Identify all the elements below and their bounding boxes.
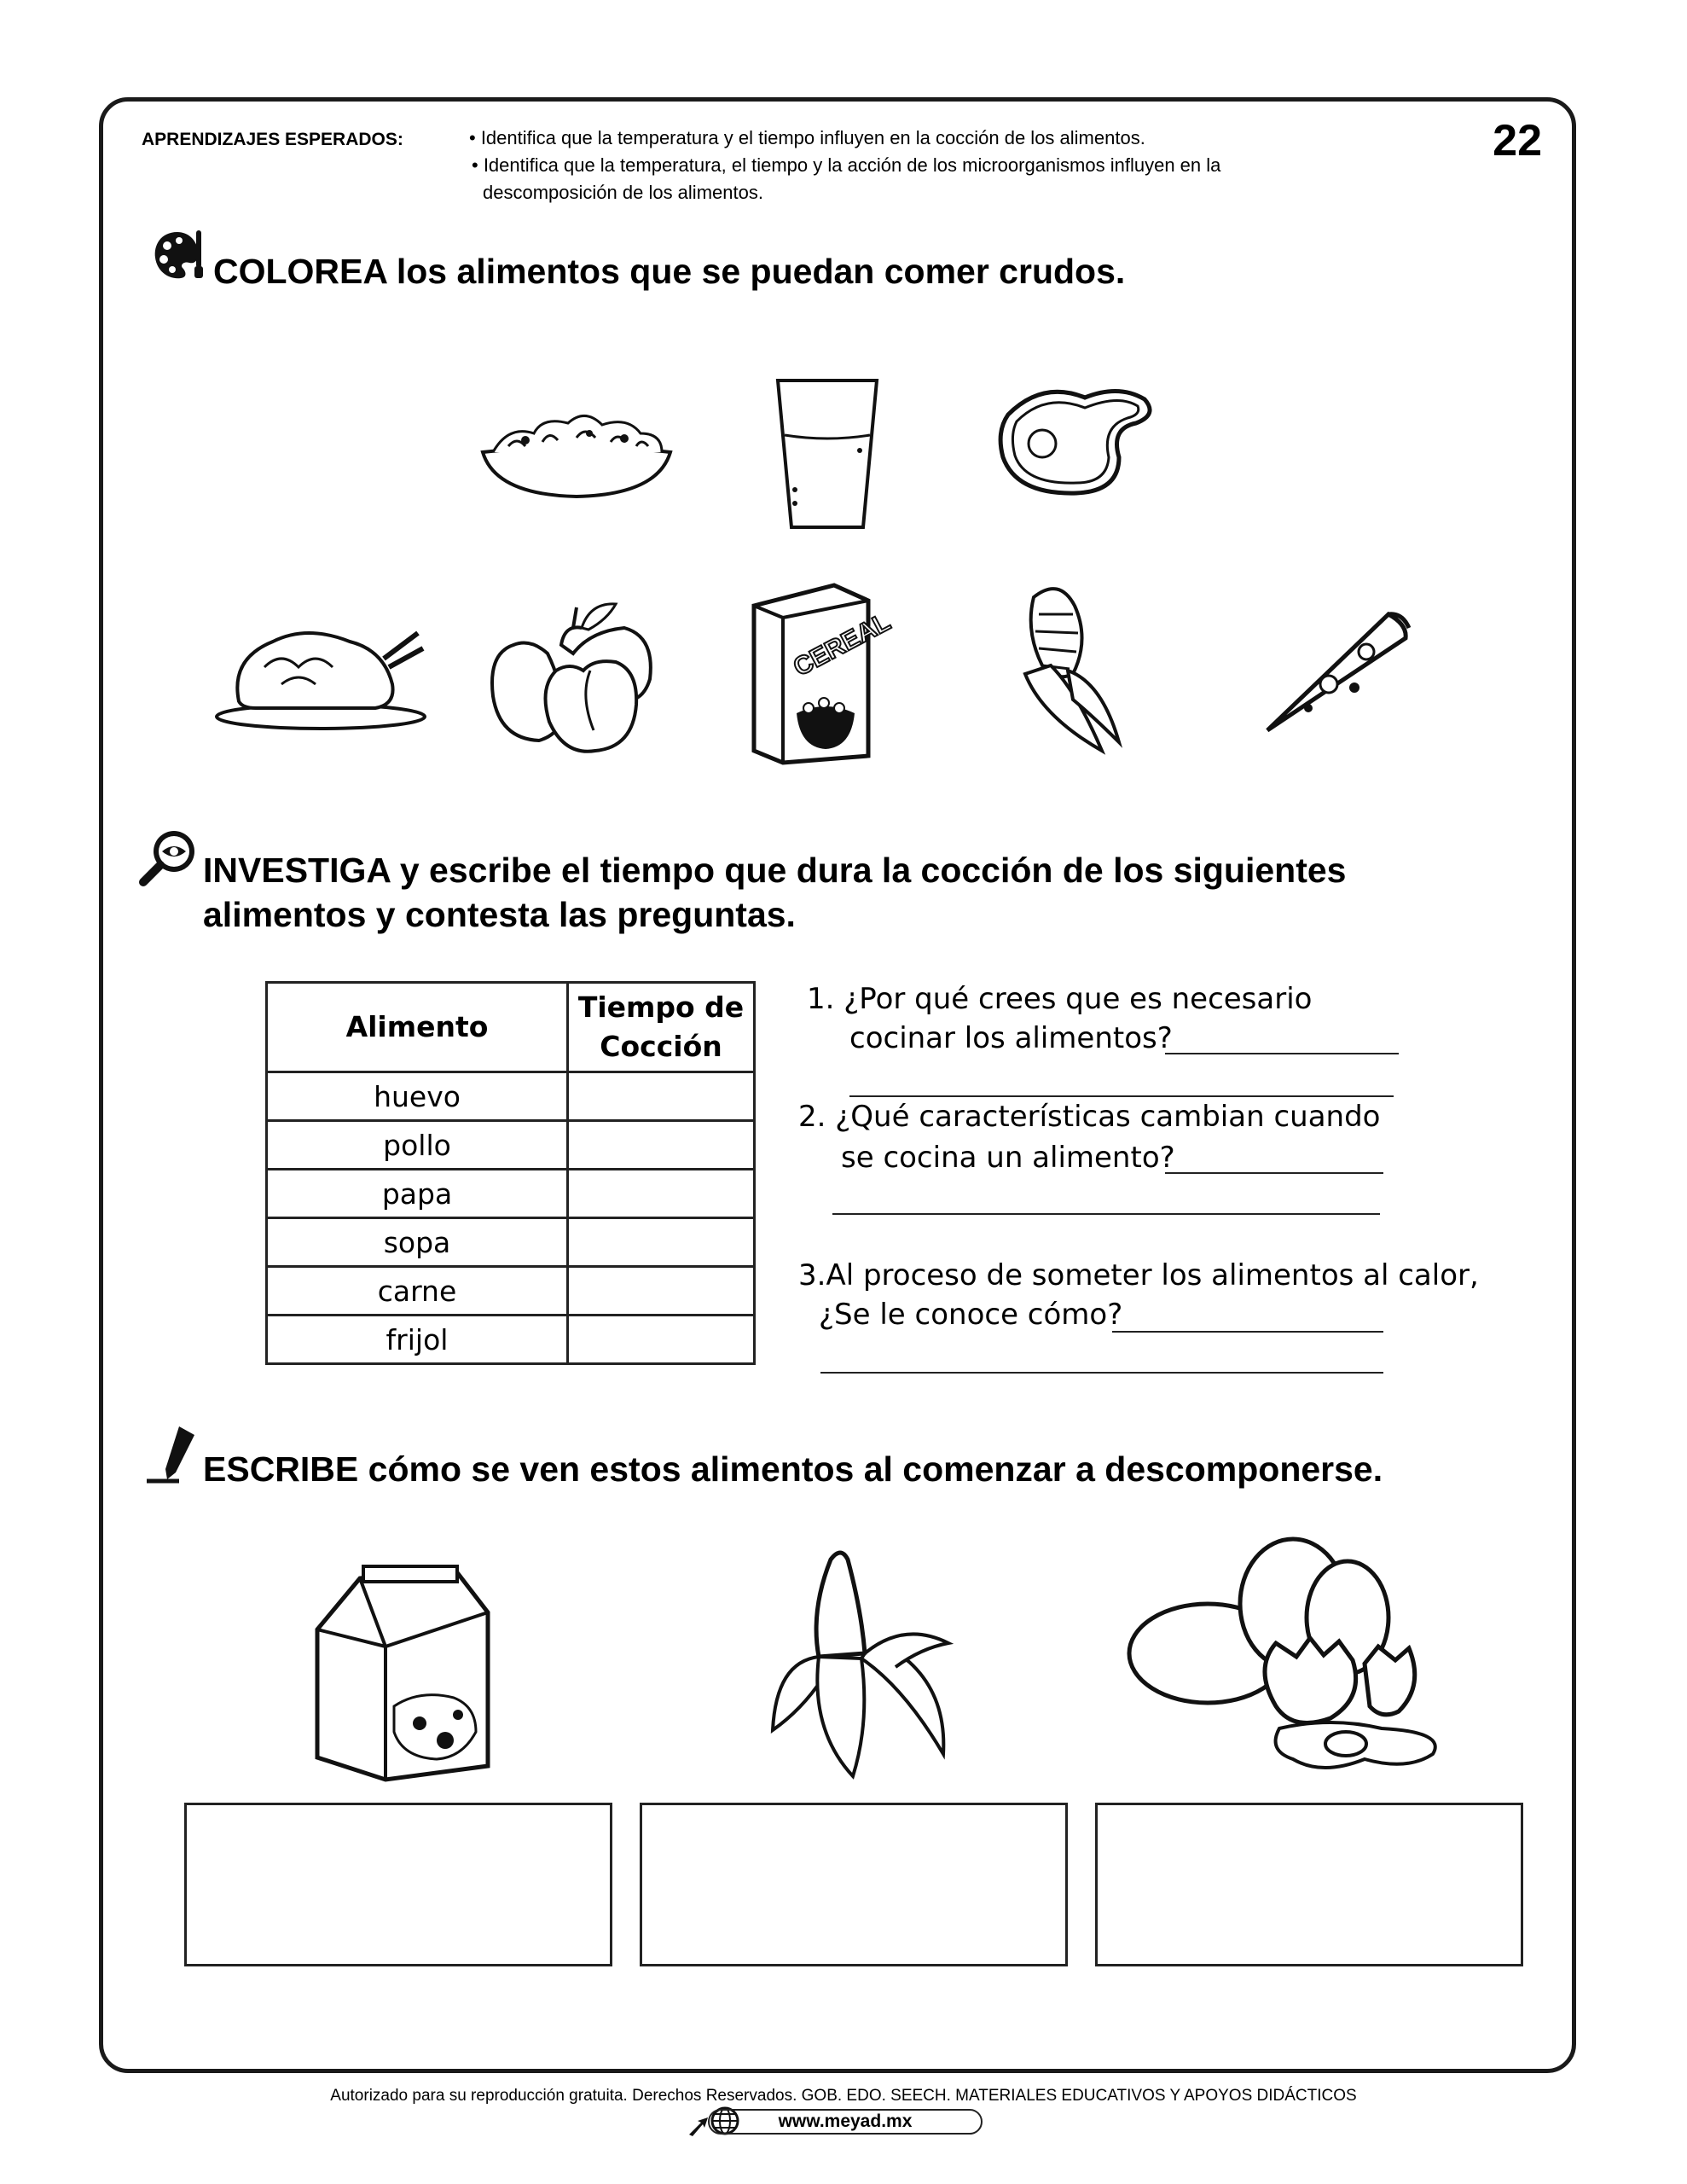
- table-row: [267, 1218, 755, 1267]
- salad-bowl-icon: [474, 408, 679, 502]
- table-header-food: Alimento: [267, 983, 568, 1072]
- time-cell[interactable]: [568, 1072, 755, 1121]
- milk-carton-icon: [309, 1561, 496, 1785]
- time-cell[interactable]: [568, 1170, 755, 1218]
- time-cell[interactable]: [568, 1267, 755, 1316]
- banana-icon: [759, 1542, 957, 1780]
- table-row: [267, 1267, 755, 1316]
- section-color-text: los alimentos que se puedan comer crudos.: [386, 252, 1126, 291]
- question-3-line-1: 3.Al proceso de someter los alimentos al calor,: [798, 1258, 1479, 1292]
- food-cell: pollo: [267, 1121, 568, 1170]
- pencil-icon: [145, 1423, 203, 1484]
- food-cell: sopa: [267, 1218, 568, 1267]
- question-1-line-1: 1. ¿Por qué crees que es necesario: [807, 982, 1313, 1016]
- learning-item-1: • Identifica que la temperatura y el tiempo influyen en la cocción de los alimentos.: [469, 127, 1145, 148]
- answer-box-eggs[interactable]: [1095, 1803, 1523, 1966]
- question-1-answer-line[interactable]: [1165, 1053, 1399, 1054]
- apples-icon: [488, 594, 658, 756]
- footer-notice: Autorizado para su reproducción gratuita. Derechos Reservados. GOB. EDO. SEECH. MATERIALES EDUCATIVOS Y APOYOS DIDÁCTICOS: [330, 2087, 1357, 2105]
- footer-url[interactable]: www.meyad.mx: [778, 2111, 913, 2131]
- table-row: [267, 1316, 755, 1364]
- question-2-answer-line[interactable]: [1165, 1172, 1383, 1174]
- food-cell: huevo: [267, 1072, 568, 1121]
- roast-chicken-icon: [213, 616, 428, 732]
- learnings-label: APRENDIZAJES ESPERADOS:: [142, 130, 403, 149]
- table-row: [267, 1170, 755, 1218]
- footer-url-pill[interactable]: [708, 2109, 983, 2135]
- time-cell[interactable]: [568, 1316, 755, 1364]
- section-write-verb: ESCRIBE: [203, 1449, 359, 1489]
- table-header-time-line-1: Tiempo de: [577, 990, 745, 1024]
- question-2-line-2: se cocina un alimento?: [841, 1141, 1175, 1175]
- corn-icon: [991, 580, 1145, 763]
- section-color-heading: [213, 249, 1125, 293]
- question-2-line-1: 2. ¿Qué características cambian cuando: [798, 1100, 1381, 1134]
- section-research-verb: INVESTIGA: [203, 851, 391, 890]
- question-2-answer-line-2[interactable]: [832, 1213, 1380, 1215]
- table-row: [267, 1072, 755, 1121]
- food-cell: frijol: [267, 1316, 568, 1364]
- question-3-answer-line-2[interactable]: [820, 1372, 1383, 1374]
- answer-box-milk[interactable]: [184, 1803, 612, 1966]
- steak-icon: [991, 380, 1162, 500]
- cooking-time-table: [265, 981, 756, 1365]
- table-header-time-line-2: Cocción: [600, 1030, 722, 1063]
- magnifier-eye-icon: [138, 826, 200, 887]
- pizza-slice-icon: [1261, 607, 1412, 734]
- question-1-line-2: cocinar los alimentos?: [849, 1021, 1173, 1055]
- palette-icon: [152, 229, 205, 283]
- question-3-answer-line[interactable]: [1112, 1331, 1383, 1333]
- time-cell[interactable]: [568, 1218, 755, 1267]
- table-header-time: [568, 983, 755, 1072]
- section-color-verb: COLOREA: [213, 252, 387, 291]
- section-research-text: y escribe el tiempo que dura la cocción de los siguientes: [390, 851, 1347, 890]
- page-number: 22: [1493, 116, 1542, 166]
- eggs-icon: [1126, 1536, 1452, 1780]
- time-cell[interactable]: [568, 1121, 755, 1170]
- answer-box-banana[interactable]: [640, 1803, 1068, 1966]
- learning-item-2: • Identifica que la temperatura, el tiempo y la acción de los microorganismos influyen en la: [472, 154, 1221, 176]
- food-cell: carne: [267, 1267, 568, 1316]
- question-3-line-2: ¿Se le conoce cómo?: [819, 1298, 1123, 1332]
- food-cell: papa: [267, 1170, 568, 1218]
- section-write-heading: [203, 1447, 1383, 1491]
- table-row: [267, 1121, 755, 1170]
- water-glass-icon: [774, 375, 880, 532]
- section-write-text: cómo se ven estos alimentos al comenzar a descomponerse.: [358, 1449, 1383, 1489]
- learning-item-3: descomposición de los alimentos.: [483, 182, 763, 203]
- section-research-text-2: alimentos y contesta las preguntas.: [203, 895, 796, 934]
- section-research-heading: [203, 848, 1346, 937]
- cereal-box-icon: [749, 580, 896, 766]
- cereal-box-label: CEREAL: [789, 607, 896, 682]
